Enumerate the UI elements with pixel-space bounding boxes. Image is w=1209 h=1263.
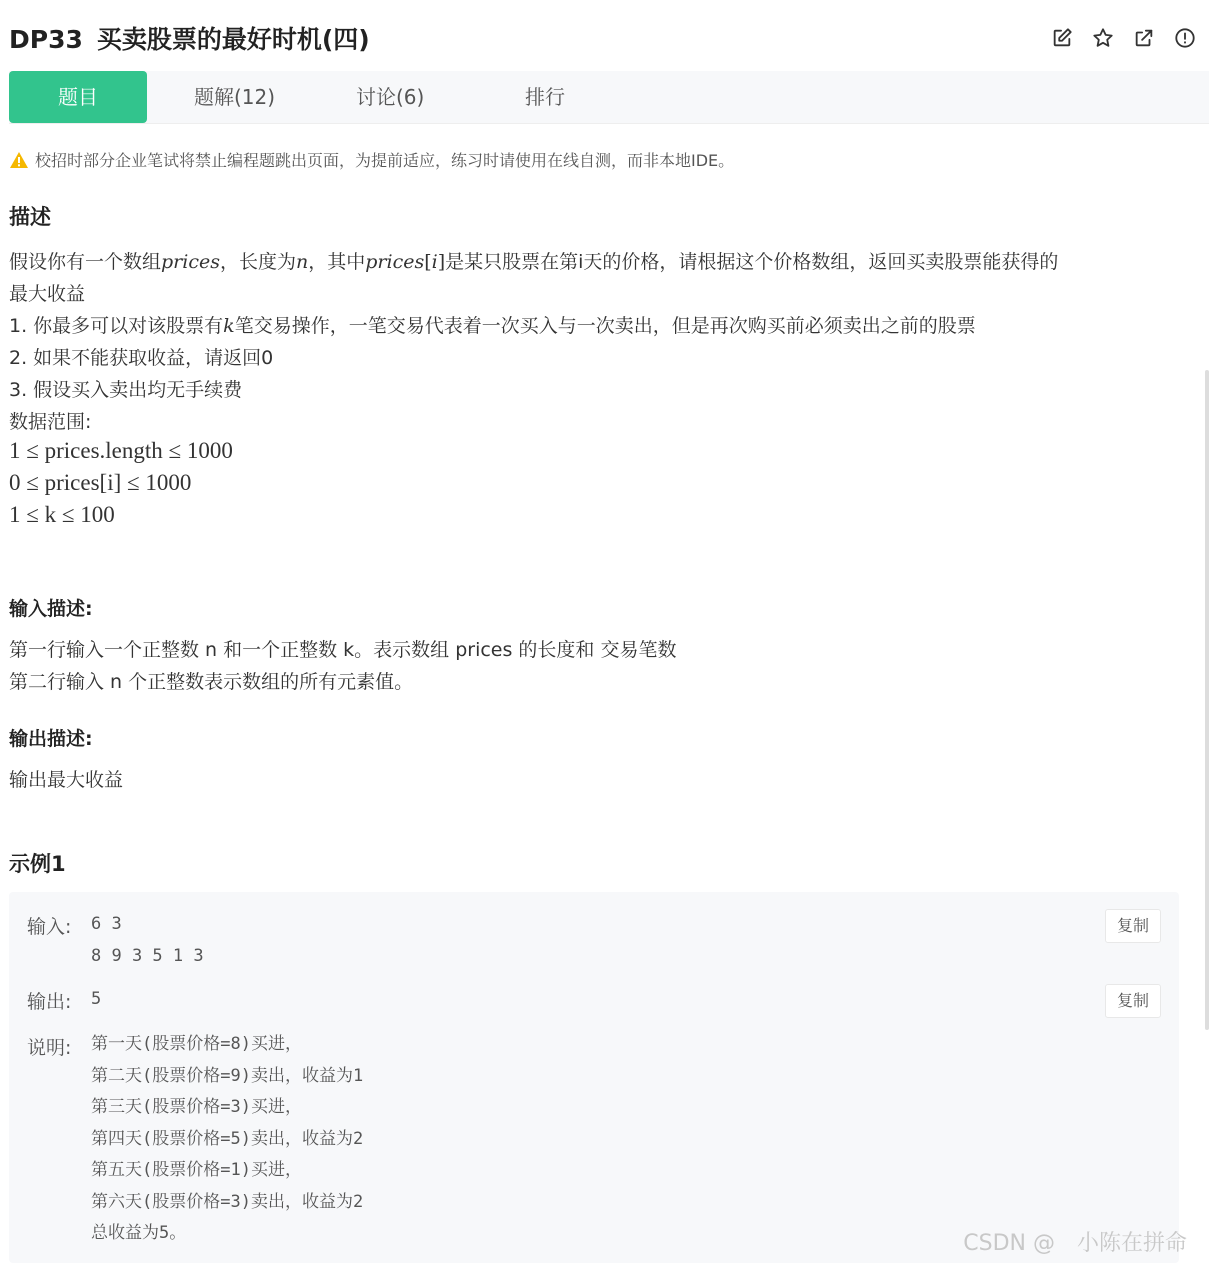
star-icon[interactable]	[1091, 26, 1115, 50]
problem-title: 买卖股票的最好时机(四)	[96, 25, 370, 54]
tab-solutions[interactable]: 题解(12)	[194, 85, 276, 109]
math-bracket: ]	[437, 251, 446, 273]
tab-ranking[interactable]: 排行	[525, 85, 565, 109]
scrollbar[interactable]	[1205, 125, 1209, 1263]
example-input-label: 输入:	[27, 916, 72, 938]
example-explain-label: 说明:	[27, 1037, 72, 1059]
warning-text: 校招时部分企业笔试将禁止编程题跳出页面，为提前适应，练习时请使用在线自测，而非本地IDE。	[35, 151, 735, 170]
rule-2: 2. 如果不能获取收益，请返回0	[9, 347, 274, 369]
text-segment: 假设你有一个数组	[9, 251, 162, 273]
input-desc-heading: 输入描述:	[9, 598, 93, 620]
output-desc-line-1: 输出最大收益	[9, 769, 124, 791]
warning-banner	[9, 148, 734, 171]
watermark: CSDN @ 小陈在拼命	[963, 1231, 1187, 1256]
tab-problem[interactable]: 题目	[9, 71, 147, 123]
math-var: k	[223, 315, 235, 337]
problem-id: DP33	[9, 25, 83, 54]
range-constraint-3: 1 ≤ k ≤ 100	[9, 502, 115, 527]
input-desc-line-1: 第一行输入一个正整数 n 和一个正整数 k。表示数组 prices 的长度和 交易笔数	[9, 639, 677, 661]
explain-line: 总收益为5。	[91, 1223, 187, 1243]
example-output-label: 输出:	[27, 991, 72, 1013]
explain-line: 第三天(股票价格=3)买进，	[91, 1097, 302, 1117]
report-icon[interactable]	[1173, 26, 1197, 50]
copy-input-button[interactable]: 复制	[1105, 909, 1161, 943]
range-constraint-2: 0 ≤ prices[i] ≤ 1000	[9, 470, 192, 495]
tab-discussion[interactable]: 讨论(6)	[356, 85, 425, 109]
text-segment: 笔交易操作，一笔交易代表着一次买入与一次卖出，但是再次购买前必须卖出之前的股票	[234, 315, 976, 337]
description-line-1	[9, 246, 1058, 278]
math-bracket: [	[424, 251, 432, 273]
tab-bar	[9, 71, 1209, 124]
rule-3: 3. 假设买入卖出均无手续费	[9, 379, 243, 401]
description-line-2: 最大收益	[9, 283, 86, 305]
header-actions	[1050, 26, 1197, 50]
explain-line: 第六天(股票价格=3)卖出，收益为2	[91, 1191, 364, 1212]
range-constraint-1: 1 ≤ prices.length ≤ 1000	[9, 438, 233, 463]
text-segment: ，其中	[308, 251, 366, 273]
explain-line: 第二天(股票价格=9)卖出，收益为1	[91, 1065, 364, 1086]
rule-1	[9, 310, 976, 342]
explain-line: 第五天(股票价格=1)买进，	[91, 1160, 302, 1180]
range-label: 数据范围:	[9, 411, 92, 433]
description-heading: 描述	[9, 205, 51, 229]
example-heading: 示例1	[9, 852, 66, 876]
edit-icon[interactable]	[1050, 26, 1074, 50]
explain-line: 第四天(股票价格=5)卖出，收益为2	[91, 1128, 364, 1149]
math-var: i	[431, 251, 438, 273]
example-box	[9, 892, 1179, 1263]
external-link-icon[interactable]	[1132, 26, 1156, 50]
text-segment: 是某只股票在第i天的价格，请根据这个价格数组，返回买卖股票能获得的	[445, 251, 1059, 273]
example-output-value: 5	[91, 989, 102, 1009]
output-desc-heading: 输出描述:	[9, 728, 93, 750]
math-var: n	[296, 251, 309, 273]
explain-line: 第一天(股票价格=8)买进，	[91, 1034, 302, 1054]
text-segment: ，长度为	[219, 251, 296, 273]
input-desc-line-2: 第二行输入 n 个正整数表示数组的所有元素值。	[9, 671, 414, 693]
example-input-line-1: 6 3	[91, 914, 122, 934]
text-segment: 1. 你最多可以对该股票有	[9, 315, 224, 337]
header	[0, 0, 1209, 72]
scrollbar-thumb[interactable]	[1205, 370, 1209, 1030]
warning-icon	[9, 151, 29, 169]
example-input-line-2: 8 9 3 5 1 3	[91, 946, 204, 966]
page-title	[9, 20, 370, 56]
copy-output-button[interactable]: 复制	[1105, 984, 1161, 1018]
math-var: prices	[161, 251, 220, 273]
math-var: prices	[365, 251, 425, 273]
